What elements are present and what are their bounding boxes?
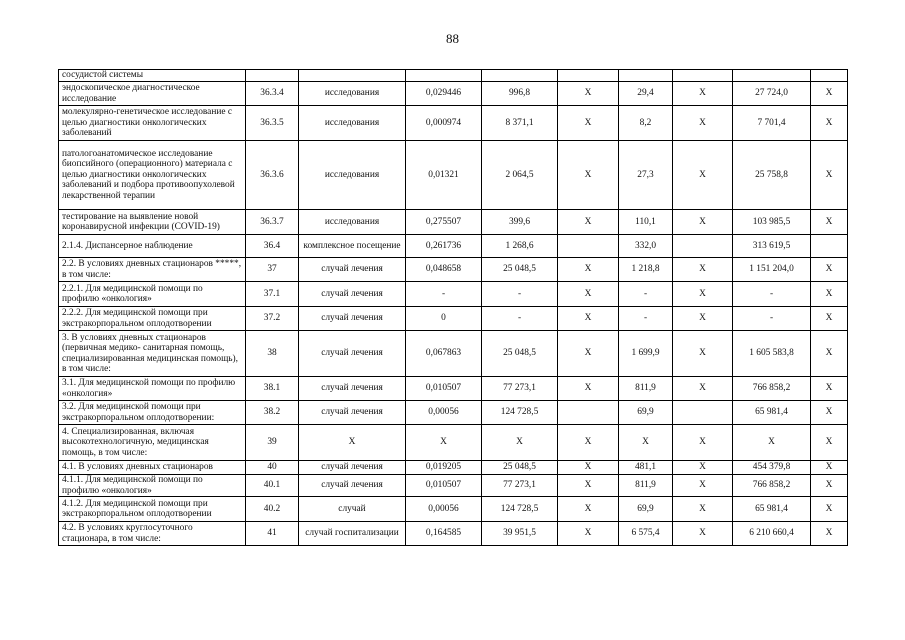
row-name: 2.2.2. Для медицинской помощи при экстракорпоральном оплодотворении xyxy=(59,307,246,331)
table-body xyxy=(59,70,848,546)
row-col-10: X xyxy=(811,331,848,377)
table-row xyxy=(59,210,848,235)
row-col-6 xyxy=(558,401,619,425)
row-code: 36.3.7 xyxy=(246,210,299,235)
row-total: 65 981,4 xyxy=(733,497,811,522)
row-cost: 25 048,5 xyxy=(482,461,558,475)
row-total: 27 724,0 xyxy=(733,82,811,106)
row-col-8 xyxy=(673,401,733,425)
row-unit: комплексное посещение xyxy=(299,235,406,258)
row-cost xyxy=(482,70,558,82)
row-unit: случай лечения xyxy=(299,461,406,475)
row-total: 65 981,4 xyxy=(733,401,811,425)
row-col-10: X xyxy=(811,82,848,106)
row-unit xyxy=(299,70,406,82)
row-per-capita: 811,9 xyxy=(619,377,673,401)
row-col-8 xyxy=(673,235,733,258)
row-unit: исследования xyxy=(299,141,406,210)
row-code: 40.1 xyxy=(246,475,299,497)
row-cost: 25 048,5 xyxy=(482,331,558,377)
row-col-8 xyxy=(673,70,733,82)
row-col-8: X xyxy=(673,106,733,141)
row-code: 37.2 xyxy=(246,307,299,331)
row-per-capita: 69,9 xyxy=(619,401,673,425)
row-per-capita: 811,9 xyxy=(619,475,673,497)
row-col-10: X xyxy=(811,425,848,461)
row-norm: 0,00056 xyxy=(406,497,482,522)
row-unit: X xyxy=(299,425,406,461)
row-code xyxy=(246,70,299,82)
row-cost: 8 371,1 xyxy=(482,106,558,141)
row-total: 7 701,4 xyxy=(733,106,811,141)
row-name: 2.2.1. Для медицинской помощи по профилю «онкология» xyxy=(59,282,246,307)
row-col-8: X xyxy=(673,522,733,546)
row-col-6: X xyxy=(558,425,619,461)
row-unit: случай лечения xyxy=(299,331,406,377)
table-row xyxy=(59,475,848,497)
row-col-6: X xyxy=(558,141,619,210)
row-cost: 124 728,5 xyxy=(482,497,558,522)
row-norm: 0,164585 xyxy=(406,522,482,546)
row-unit: случай лечения xyxy=(299,282,406,307)
row-per-capita: 6 575,4 xyxy=(619,522,673,546)
row-name: 3. В условиях дневных стационаров (первичная медико- санитарная помощь, специализированная медицинская помощь), в том числе: xyxy=(59,331,246,377)
row-per-capita: 1 699,9 xyxy=(619,331,673,377)
row-col-6: X xyxy=(558,497,619,522)
row-per-capita: 332,0 xyxy=(619,235,673,258)
row-total: 313 619,5 xyxy=(733,235,811,258)
row-per-capita: 27,3 xyxy=(619,141,673,210)
row-unit: исследования xyxy=(299,210,406,235)
row-name: 3.1. Для медицинской помощи по профилю «онкология» xyxy=(59,377,246,401)
table-row xyxy=(59,258,848,282)
row-unit: случай xyxy=(299,497,406,522)
row-code: 36.4 xyxy=(246,235,299,258)
row-col-8: X xyxy=(673,258,733,282)
row-col-10: X xyxy=(811,377,848,401)
row-norm: 0,010507 xyxy=(406,377,482,401)
row-col-10: X xyxy=(811,106,848,141)
table-row xyxy=(59,307,848,331)
row-norm: 0,00056 xyxy=(406,401,482,425)
row-cost: 77 273,1 xyxy=(482,377,558,401)
row-cost: 1 268,6 xyxy=(482,235,558,258)
row-col-10: X xyxy=(811,307,848,331)
row-col-6 xyxy=(558,70,619,82)
row-unit: случай лечения xyxy=(299,258,406,282)
row-name: 3.2. Для медицинской помощи при экстракорпоральном оплодотворении: xyxy=(59,401,246,425)
row-col-6: X xyxy=(558,331,619,377)
row-total: 454 379,8 xyxy=(733,461,811,475)
row-col-6: X xyxy=(558,461,619,475)
row-col-10: X xyxy=(811,141,848,210)
row-cost: - xyxy=(482,307,558,331)
row-col-8: X xyxy=(673,307,733,331)
row-name: 2.1.4. Диспансерное наблюдение xyxy=(59,235,246,258)
row-total: 103 985,5 xyxy=(733,210,811,235)
table-row xyxy=(59,141,848,210)
row-name: 4.1. В условиях дневных стационаров xyxy=(59,461,246,475)
row-col-10: X xyxy=(811,401,848,425)
row-col-8: X xyxy=(673,475,733,497)
row-col-6: X xyxy=(558,282,619,307)
row-col-6: X xyxy=(558,258,619,282)
row-cost: 124 728,5 xyxy=(482,401,558,425)
row-norm: 0 xyxy=(406,307,482,331)
row-col-6 xyxy=(558,235,619,258)
row-per-capita: X xyxy=(619,425,673,461)
row-norm: 0,048658 xyxy=(406,258,482,282)
row-col-10: X xyxy=(811,258,848,282)
row-norm: 0,261736 xyxy=(406,235,482,258)
page-number: 88 xyxy=(446,31,459,46)
row-col-6: X xyxy=(558,106,619,141)
row-col-6: X xyxy=(558,522,619,546)
row-total: 1 605 583,8 xyxy=(733,331,811,377)
row-unit: случай госпитализации xyxy=(299,522,406,546)
row-code: 36.3.6 xyxy=(246,141,299,210)
row-col-10: X xyxy=(811,210,848,235)
row-norm xyxy=(406,70,482,82)
row-cost: X xyxy=(482,425,558,461)
table-row xyxy=(59,461,848,475)
table-row xyxy=(59,106,848,141)
row-col-10: X xyxy=(811,461,848,475)
row-code: 40.2 xyxy=(246,497,299,522)
row-unit: исследования xyxy=(299,106,406,141)
table-row xyxy=(59,82,848,106)
table-row xyxy=(59,425,848,461)
row-cost: 25 048,5 xyxy=(482,258,558,282)
row-unit: исследования xyxy=(299,82,406,106)
row-cost: - xyxy=(482,282,558,307)
row-col-10: X xyxy=(811,475,848,497)
table-row xyxy=(59,235,848,258)
row-col-8: X xyxy=(673,377,733,401)
row-name: 4. Специализированная, включая высокотехнологичную, медицинская помощь, в том числе: xyxy=(59,425,246,461)
row-norm: 0,029446 xyxy=(406,82,482,106)
row-per-capita: 69,9 xyxy=(619,497,673,522)
row-per-capita: 8,2 xyxy=(619,106,673,141)
row-col-8: X xyxy=(673,331,733,377)
row-unit: случай лечения xyxy=(299,401,406,425)
table-row xyxy=(59,497,848,522)
row-name: 4.1.2. Для медицинской помощи при экстракорпоральном оплодотворении xyxy=(59,497,246,522)
row-total: 766 858,2 xyxy=(733,475,811,497)
row-unit: случай лечения xyxy=(299,377,406,401)
row-col-10 xyxy=(811,70,848,82)
row-col-8: X xyxy=(673,461,733,475)
row-col-6: X xyxy=(558,307,619,331)
row-code: 38 xyxy=(246,331,299,377)
row-col-6: X xyxy=(558,82,619,106)
table-row xyxy=(59,282,848,307)
row-total xyxy=(733,70,811,82)
row-per-capita: 1 218,8 xyxy=(619,258,673,282)
table-row xyxy=(59,522,848,546)
row-code: 40 xyxy=(246,461,299,475)
row-code: 41 xyxy=(246,522,299,546)
row-col-6: X xyxy=(558,210,619,235)
row-code: 36.3.5 xyxy=(246,106,299,141)
row-norm: X xyxy=(406,425,482,461)
row-per-capita: 110,1 xyxy=(619,210,673,235)
row-total: 766 858,2 xyxy=(733,377,811,401)
row-col-10: X xyxy=(811,522,848,546)
row-code: 37 xyxy=(246,258,299,282)
row-col-8: X xyxy=(673,425,733,461)
row-norm: 0,01321 xyxy=(406,141,482,210)
row-col-8: X xyxy=(673,82,733,106)
row-cost: 399,6 xyxy=(482,210,558,235)
row-norm: 0,010507 xyxy=(406,475,482,497)
row-norm: 0,067863 xyxy=(406,331,482,377)
row-norm: 0,019205 xyxy=(406,461,482,475)
row-cost: 996,8 xyxy=(482,82,558,106)
row-norm: 0,275507 xyxy=(406,210,482,235)
table-row xyxy=(59,70,848,82)
row-total: 1 151 204,0 xyxy=(733,258,811,282)
row-col-10: X xyxy=(811,497,848,522)
table-row xyxy=(59,377,848,401)
row-col-10 xyxy=(811,235,848,258)
row-code: 38.1 xyxy=(246,377,299,401)
row-per-capita: - xyxy=(619,307,673,331)
row-per-capita xyxy=(619,70,673,82)
row-per-capita: 29,4 xyxy=(619,82,673,106)
row-name: тестирование на выявление новой коронавирусной инфекции (COVID-19) xyxy=(59,210,246,235)
row-norm: 0,000974 xyxy=(406,106,482,141)
row-code: 38.2 xyxy=(246,401,299,425)
row-code: 39 xyxy=(246,425,299,461)
row-unit: случай лечения xyxy=(299,475,406,497)
row-cost: 2 064,5 xyxy=(482,141,558,210)
row-total: X xyxy=(733,425,811,461)
row-col-8: X xyxy=(673,282,733,307)
row-norm: - xyxy=(406,282,482,307)
row-code: 36.3.4 xyxy=(246,82,299,106)
row-col-8: X xyxy=(673,141,733,210)
row-name: молекулярно-генетическое исследование с целью диагностики онкологических заболеваний xyxy=(59,106,246,141)
tariff-table xyxy=(58,69,848,546)
row-col-8: X xyxy=(673,210,733,235)
row-name: 2.2. В условиях дневных стационаров *****, в том числе: xyxy=(59,258,246,282)
row-code: 37.1 xyxy=(246,282,299,307)
row-name: сосудистой системы xyxy=(59,70,246,82)
row-total: - xyxy=(733,282,811,307)
row-name: патологоанатомическое исследование биопсийного (операционного) материала с целью диагностики онкологических заболеваний и подбора противоопухолевой лекарственной терапии xyxy=(59,141,246,210)
table-row xyxy=(59,401,848,425)
row-total: - xyxy=(733,307,811,331)
row-name: 4.1.1. Для медицинской помощи по профилю «онкология» xyxy=(59,475,246,497)
row-cost: 39 951,5 xyxy=(482,522,558,546)
row-col-8: X xyxy=(673,497,733,522)
row-per-capita: 481,1 xyxy=(619,461,673,475)
row-cost: 77 273,1 xyxy=(482,475,558,497)
row-total: 6 210 660,4 xyxy=(733,522,811,546)
row-total: 25 758,8 xyxy=(733,141,811,210)
row-col-10: X xyxy=(811,282,848,307)
row-name: 4.2. В условиях круглосуточного стационара, в том числе: xyxy=(59,522,246,546)
row-col-6: X xyxy=(558,377,619,401)
row-per-capita: - xyxy=(619,282,673,307)
row-unit: случай лечения xyxy=(299,307,406,331)
table-row xyxy=(59,331,848,377)
row-col-6: X xyxy=(558,475,619,497)
row-name: эндоскопическое диагностическое исследование xyxy=(59,82,246,106)
